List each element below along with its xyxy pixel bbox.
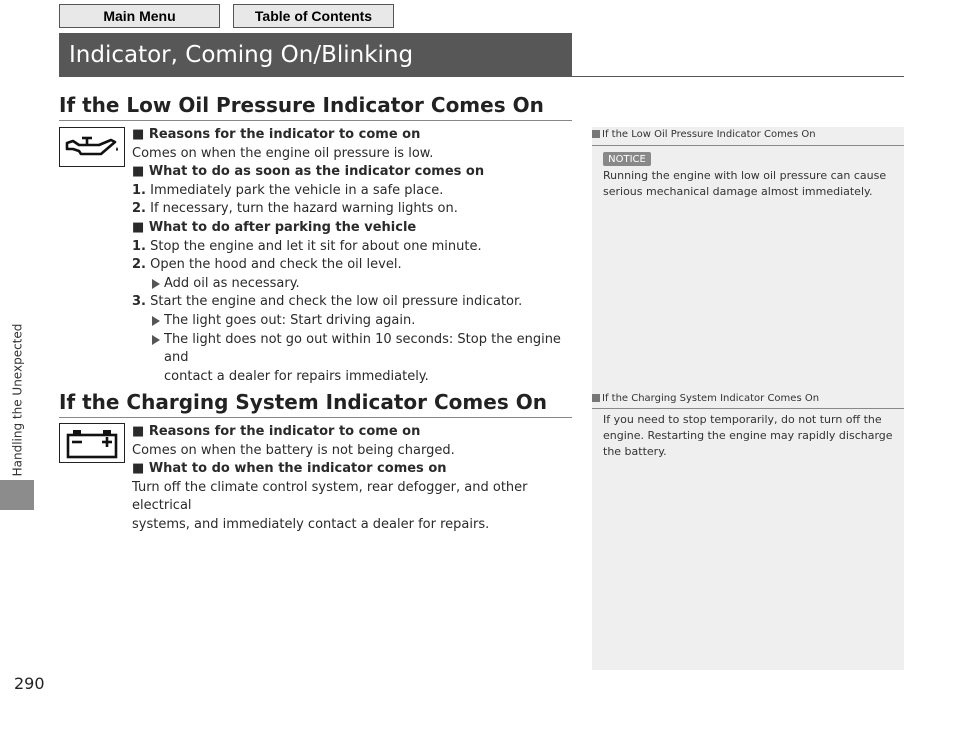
todo-subheading: ■ What to do when the indicator comes on [132, 460, 580, 479]
reasons-subheading: ■ Reasons for the indicator to come on [132, 126, 580, 145]
low-oil-body [132, 126, 580, 386]
after-step: 2. Open the hood and check the oil level. [132, 257, 402, 273]
section-tab-marker [0, 480, 34, 510]
charging-body [132, 423, 580, 535]
todo-text: Turn off the climate control system, rear defogger, and other electrical [132, 479, 528, 514]
note-body: If you need to stop temporarily, do not turn off the engine. Restarting the engine may rapidly discharge the battery. [603, 413, 893, 458]
asap-subheading: ■ What to do as soon as the indicator comes on [132, 163, 580, 182]
page-banner [59, 33, 572, 77]
banner-title: Indicator, Coming On/Blinking [69, 42, 414, 68]
todo-text: systems, and immediately contact a dealer for repairs. [132, 516, 490, 532]
section-rule [59, 120, 572, 121]
page-number: 290 [14, 674, 45, 693]
section-rule [59, 417, 572, 418]
asap-step: 1. Immediately park the vehicle in a safe place. [132, 182, 444, 198]
note-rule [592, 145, 904, 146]
note-title: If the Low Oil Pressure Indicator Comes On [592, 129, 904, 140]
note-marker-icon [592, 130, 600, 138]
after-step-result: The light goes out: Start driving again. [148, 312, 580, 331]
reasons-text: Comes on when the battery is not being charged. [132, 442, 455, 458]
battery-icon [59, 423, 125, 463]
main-menu-button[interactable]: Main Menu [59, 4, 220, 28]
after-step-result: The light does not go out within 10 seconds: Stop the engine and [148, 331, 580, 368]
note-title: If the Charging System Indicator Comes On [592, 393, 904, 404]
note-marker-icon [592, 394, 600, 402]
reasons-subheading: ■ Reasons for the indicator to come on [132, 423, 580, 442]
note-body: Running the engine with low oil pressure can cause serious mechanical damage almost immediately. [603, 169, 887, 198]
oil-can-icon [59, 127, 125, 167]
after-step-result-cont: contact a dealer for repairs immediately. [164, 368, 429, 384]
note-rule [592, 408, 904, 409]
after-step: 1. Stop the engine and let it sit for about one minute. [132, 238, 482, 254]
after-step-result: Add oil as necessary. [148, 275, 580, 294]
after-parking-subheading: ■ What to do after parking the vehicle [132, 219, 580, 238]
notice-badge: NOTICE [603, 152, 651, 166]
charging-heading: If the Charging System Indicator Comes On [59, 390, 547, 414]
banner-rule [572, 76, 904, 77]
reasons-text: Comes on when the engine oil pressure is low. [132, 145, 434, 161]
low-oil-heading: If the Low Oil Pressure Indicator Comes On [59, 93, 544, 117]
section-tab-label: Handling the Unexpected [10, 323, 24, 477]
table-of-contents-button[interactable]: Table of Contents [233, 4, 394, 28]
asap-step: 2. If necessary, turn the hazard warning lights on. [132, 201, 458, 217]
after-step: 3. Start the engine and check the low oil pressure indicator. [132, 294, 523, 310]
section-tab [0, 0, 34, 742]
